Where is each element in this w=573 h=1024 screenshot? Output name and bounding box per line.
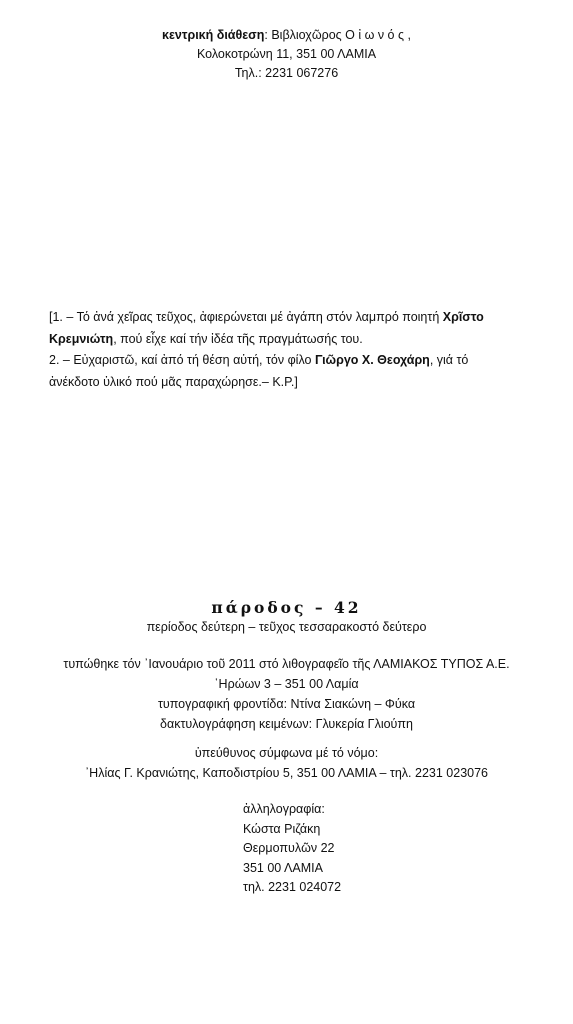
note-line-2 (49, 329, 549, 351)
note-1-text: [1. – Τό ἀνά χεῖρας τεῦχος, ἀφιερώνεται μέ ἀγάπη στόν λαμπρό ποιητή (49, 310, 443, 324)
responsible-block (0, 743, 573, 783)
issue-block (0, 598, 573, 637)
note-1-text-end: , πού εἶχε καί τήν ἰδέα τῆς πραγμάτωσής του. (113, 331, 363, 346)
note-line-4: ἀνέκδοτο ὑλικό πού μᾶς παραχώρησε.– Κ.Ρ.] (49, 374, 298, 389)
distribution-name: Βιβλιοχῶρος Ο ἰ ω ν ό ς , (271, 28, 411, 42)
note-2-friend-name: Γιῶργο Χ. Θεοχάρη (314, 353, 430, 367)
note-2-text: 2. – Εὐχαριστῶ, καί ἀπό τή θέση αὐτή, τόν φίλο (49, 353, 315, 367)
issue-subtitle: περίοδος δεύτερη – τεῦχος τεσσαρακοστό δεύτερο (146, 620, 427, 634)
distribution-block (0, 26, 573, 83)
issue-title: πάροδος – 42 (211, 598, 362, 617)
distribution-address: Κολοκοτρώνη 11, 351 00 ΛΑΜΙΑ (196, 47, 377, 61)
correspondence-phone: τηλ. 2231 024072 (243, 880, 342, 894)
note-1-poet-surname: Κρεμνιώτη (49, 331, 114, 346)
printing-line-1: τυπώθηκε τόν ᾽Ιανουάριο τοῦ 2011 στό λιθογραφεῖο τῆς ΛΑΜΙΑΚΟΣ ΤΥΠΟΣ Α.Ε. (63, 657, 510, 671)
distribution-line (0, 26, 573, 45)
note-line-1 (49, 307, 549, 329)
note-line-3 (49, 350, 549, 372)
correspondence-name: Κώστα Ριζάκη (243, 821, 321, 836)
correspondence-block (243, 800, 341, 898)
typing-credit: δακτυλογράφηση κειμένων: Γλυκερία Γλιούπη (160, 717, 413, 731)
distribution-label: κεντρική διάθεση (162, 28, 265, 42)
printing-address: ῾Ηρώων 3 – 351 00 Λαμία (214, 677, 359, 691)
responsible-details: ᾽Ηλίας Γ. Κρανιώτης, Καποδιστρίου 5, 351 00 ΛΑΜΙΑ – τηλ. 2231 023076 (85, 766, 488, 780)
correspondence-label: ἀλληλογραφία: (243, 802, 325, 816)
note-2-text-mid: , γιά τό (429, 353, 469, 367)
printing-block (0, 654, 573, 734)
distribution-separator: : (264, 28, 272, 42)
responsible-label: ὑπεύθυνος σύμφωνα μέ τό νόμο: (194, 746, 379, 760)
correspondence-city: 351 00 ΛΑΜΙΑ (243, 860, 323, 875)
distribution-phone: Τηλ.: 2231 067276 (234, 66, 339, 80)
typesetting-credit: τυπογραφική φροντίδα: Ντίνα Σιακώνη – Φύκα (157, 697, 416, 711)
correspondence-street: Θερμοπυλῶν 22 (243, 841, 335, 855)
note-1-poet-name: Χρῖστο (442, 310, 484, 324)
notes-block (49, 307, 549, 393)
